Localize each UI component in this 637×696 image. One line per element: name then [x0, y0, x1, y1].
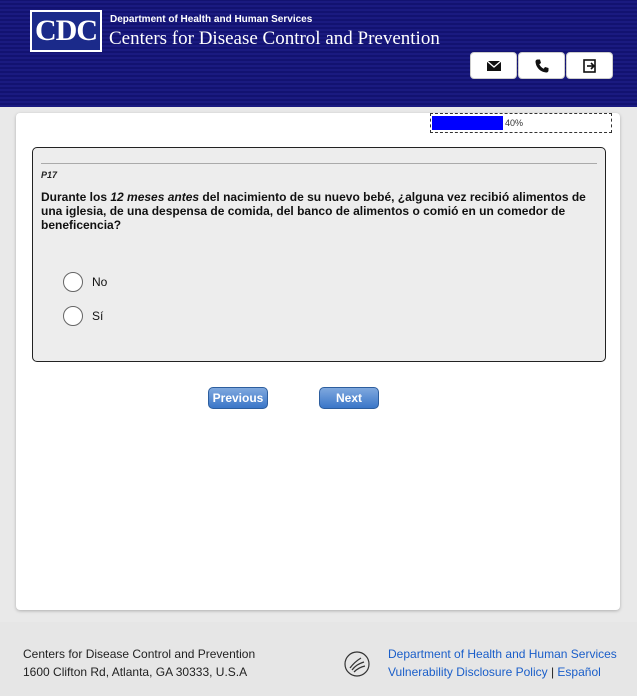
site-header [0, 0, 637, 107]
progress-bar [430, 113, 612, 133]
progress-label: 40% [505, 118, 524, 128]
progress-fill [432, 116, 503, 130]
option-label-no: No [92, 275, 108, 289]
espanol-link[interactable]: Español [557, 665, 601, 679]
question-id: P17 [41, 170, 58, 180]
footer-links [388, 665, 601, 679]
site-footer [0, 622, 637, 696]
exit-button[interactable] [566, 52, 613, 79]
cdc-logo[interactable] [30, 10, 102, 52]
footer-org-name: Centers for Disease Control and Prevention [23, 647, 256, 661]
option-no[interactable] [63, 272, 107, 292]
hhs-seal-icon [342, 650, 372, 678]
question-text-before: Durante los [41, 190, 111, 204]
organization-name: Centers for Disease Control and Prevention [109, 28, 440, 49]
question-text [41, 190, 601, 232]
phone-button[interactable] [518, 52, 565, 79]
department-name: Department of Health and Human Services [110, 14, 313, 25]
mail-icon [486, 58, 502, 74]
option-label-si: Sí [92, 309, 104, 323]
question-panel [32, 147, 606, 362]
hhs-link[interactable]: Department of Health and Human Services [388, 647, 617, 661]
previous-button[interactable]: Previous [208, 387, 268, 409]
footer-address: 1600 Clifton Rd, Atlanta, GA 30333, U.S.A [23, 665, 248, 679]
cdc-logo-text: CDC [32, 12, 100, 50]
footer-separator: | [547, 665, 558, 679]
question-divider [41, 163, 597, 164]
next-button[interactable]: Next [319, 387, 379, 409]
radio-si[interactable] [63, 306, 83, 326]
question-text-emphasis: 12 meses antes [110, 190, 200, 204]
phone-icon [534, 58, 550, 74]
email-button[interactable] [470, 52, 517, 79]
exit-icon [582, 58, 598, 74]
question-text-after: del nacimiento de su nuevo bebé, ¿alguna vez recibió alimentos de una iglesia, de una despensa de comida, del banco de alimentos o comió en un comedor de beneficencia? [41, 190, 586, 232]
vulnerability-policy-link[interactable]: Vulnerability Disclosure Policy [388, 665, 548, 679]
radio-no[interactable] [63, 272, 83, 292]
option-si[interactable] [63, 306, 103, 326]
